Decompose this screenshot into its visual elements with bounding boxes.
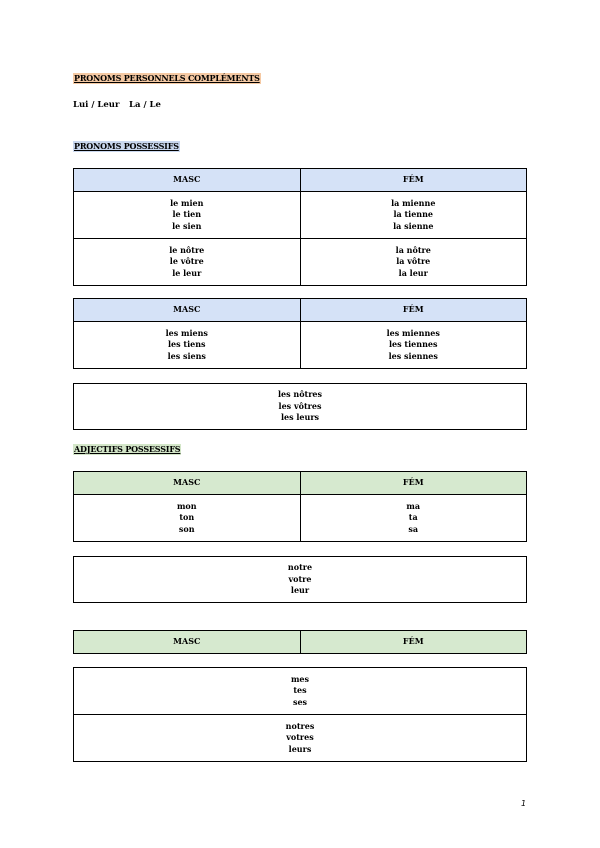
word: les leurs — [280, 412, 320, 423]
table-row — [74, 384, 527, 430]
word: les tiens — [167, 339, 206, 350]
heading-pronoms-personnels: PRONOMS PERSONNELS COMPLÉMENTS — [74, 73, 260, 83]
table-adjectifs-pluriel-header — [73, 630, 527, 654]
header-fem: FÉM — [300, 299, 527, 322]
word: le mien — [170, 197, 204, 208]
table-adjectifs-communs — [73, 556, 527, 603]
table-adjectifs-singulier — [73, 471, 527, 542]
word: leurs — [288, 743, 312, 754]
word: votre — [288, 573, 312, 584]
table-header-row — [74, 169, 527, 192]
word: ta — [408, 512, 418, 523]
table-header-row — [74, 472, 527, 495]
text-lui-leur: Lui / Leur — [73, 100, 120, 110]
cell-fem-pluriel-possesseur — [300, 239, 527, 286]
word: les vôtres — [278, 400, 322, 411]
header-masc: MASC — [74, 169, 301, 192]
word: ses — [292, 696, 308, 707]
cell-communs — [74, 384, 527, 430]
word: le vôtre — [169, 256, 204, 267]
table-row — [74, 557, 527, 603]
cell-masc-singulier — [74, 192, 301, 239]
word: la leur — [398, 267, 428, 278]
word: notre — [287, 562, 313, 573]
table-header-row — [74, 631, 527, 654]
word: la mienne — [391, 197, 436, 208]
word: les tiennes — [389, 339, 438, 350]
header-fem: FÉM — [300, 472, 527, 495]
word: ma — [406, 500, 421, 511]
cell-adjectifs-communs — [74, 557, 527, 603]
heading-adjectifs-possessifs: ADJECTIFS POSSESSIFS — [74, 444, 181, 454]
word: la sienne — [393, 220, 434, 231]
word: la nôtre — [395, 244, 431, 255]
word: les nôtres — [277, 389, 323, 400]
table-pronoms-singulier — [73, 168, 527, 286]
table-pronoms-pluriel — [73, 298, 527, 369]
table-pronoms-communs — [73, 383, 527, 430]
word: tes — [293, 685, 307, 696]
table-row — [74, 192, 527, 239]
word: sa — [408, 523, 419, 534]
header-masc: MASC — [74, 631, 301, 654]
heading-pronoms-possessifs: PRONOMS POSSESSIFS — [74, 141, 179, 151]
table-adjectifs-pluriel — [73, 667, 527, 762]
word: la tienne — [393, 209, 434, 220]
cell-fem-adjectifs — [300, 495, 527, 542]
word: le tien — [172, 209, 202, 220]
word: le sien — [172, 220, 202, 231]
word: notres — [285, 720, 315, 731]
header-masc: MASC — [74, 299, 301, 322]
word: mon — [176, 500, 197, 511]
table-row — [74, 715, 527, 762]
table-row — [74, 668, 527, 715]
word: le leur — [172, 267, 202, 278]
cell-fem-singulier — [300, 192, 527, 239]
text-la-le: La / Le — [129, 100, 161, 110]
table-row — [74, 322, 527, 369]
word: leur — [290, 585, 310, 596]
cell-notres-votres-leurs — [74, 715, 527, 762]
table-row — [74, 495, 527, 542]
cell-mes-tes-ses — [74, 668, 527, 715]
header-fem: FÉM — [300, 169, 527, 192]
word: votres — [286, 732, 314, 743]
cell-masc-pluriel — [74, 322, 301, 369]
header-masc: MASC — [74, 472, 301, 495]
word: les miennes — [386, 327, 440, 338]
table-row — [74, 239, 527, 286]
word: la vôtre — [396, 256, 431, 267]
word: les miens — [165, 327, 208, 338]
cell-masc-adjectifs — [74, 495, 301, 542]
page-number: 1 — [521, 799, 527, 808]
word: le nôtre — [169, 244, 205, 255]
cell-fem-pluriel — [300, 322, 527, 369]
word: ton — [179, 512, 195, 523]
word: les siennes — [388, 350, 438, 361]
cell-masc-pluriel-possesseur — [74, 239, 301, 286]
word: son — [178, 523, 195, 534]
word: les siens — [167, 350, 206, 361]
header-fem: FÉM — [300, 631, 527, 654]
word: mes — [290, 673, 310, 684]
table-header-row — [74, 299, 527, 322]
